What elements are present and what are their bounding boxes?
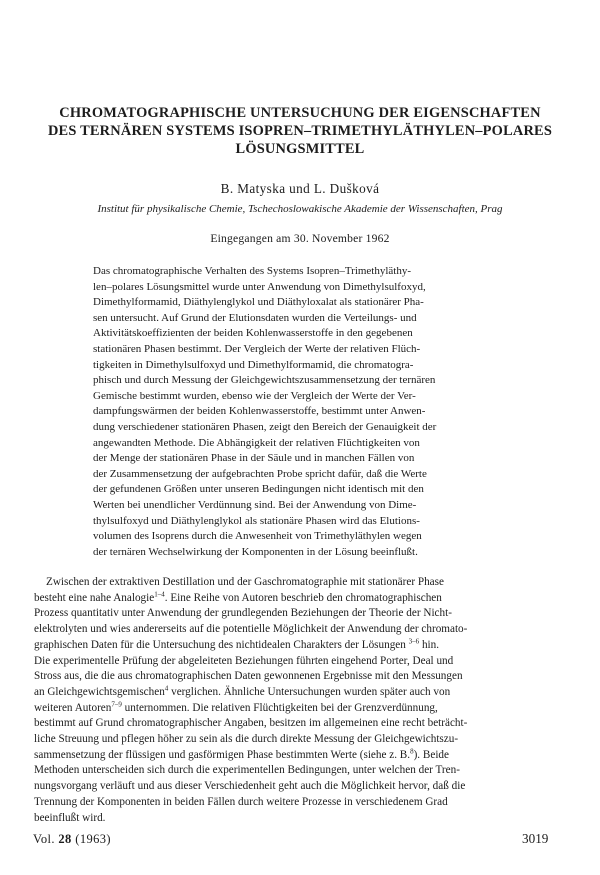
abstract-line: der Zusammensetzung der aufgebrachten Probe spricht dafür, daß die Werte [93,467,427,480]
body-line: Zwischen der extraktiven Destillation und der Gaschromatographie mit stationärer Phase [46,576,444,588]
authors: B. Matyska und L. Dušková [220,181,380,196]
body-line: Stross aus, die die aus chromatographischen Daten gewonnenen Ergebnisse mit den Messungen [34,670,463,683]
received-date: Eingegangen am 30. November 1962 [210,232,390,245]
abstract-line: thylsulfoxyd und Diäthylenglykol als stationäre Phasen wird das Elutions- [93,514,420,527]
body-line: elektrolyten und wies andererseits auf die potentielle Möglichkeit der Anwendung der chromato- [34,623,468,636]
body-line: nungsvorgang verläuft und aus dieser Verschiedenheit geht auch die Möglichkeit hervor, daß die [34,780,466,793]
body-line: an Gleichgewichtsgemischen$^4$ verglichen. Ähnliche Untersuchungen wurden später auch von [34,684,451,698]
body-line: Methoden unterscheiden sich durch die experimentellen Bedingungen, unter welchen der Tren- [34,764,460,777]
body-line: Prozess quantitativ unter Anwendung der grundlegenden Beziehungen der Theorie der Nicht- [34,607,452,620]
abstract-line: len–polares Lösungsmittel wurde unter Anwendung von Dimethylsulfoxyd, [93,280,426,293]
citation-ref: 1–4 [154,589,165,598]
body-text [34,575,570,826]
citation-ref: 3–6 [408,637,420,646]
abstract-line: tigkeiten in Dimethylsulfoxyd und Dimethylformamid, die chromatogra- [93,358,414,371]
citation-ref: 8 [410,747,414,755]
abstract-line: Gemische bestimmt wurden, ebenso wie der Vergleich der Werte der Ver- [93,389,416,402]
abstract-line: angewandten Methode. Die Abhängigkeit der relativen Flüchtigkeiten von [93,436,420,449]
title-line-2: DES TERNÄREN SYSTEMS ISOPREN–TRIMETHYLÄTHYLEN–POLARES [47,123,553,139]
abstract-line: Dimethylformamid, Diäthylenglykol und Diäthyloxalat als stationärer Pha- [93,296,424,309]
volume-year: (1963) [75,832,111,846]
citation-ref: 7–9 [111,699,122,708]
abstract [93,264,513,560]
body-line: Die experimentelle Prüfung der abgeleiteten Beziehungen führten eingehend Porter, Deal und [34,654,454,667]
title-line-1: CHROMATOGRAPHISCHE UNTERSUCHUNG DER EIGENSCHAFTEN [59,105,541,121]
abstract-line: dung verschiedener stationären Phasen, zeigt den Bereich der Genauigkeit der [93,420,437,433]
abstract-line: volumen des Isoprens durch die Anwesenheit von Trimethyläthylen wegen [93,530,422,543]
abstract-line: phisch und durch Messung der Gleichgewichtszusammensetzung der ternären [93,374,436,387]
body-line: besteht eine nahe Analogie$^{1-4}$. Eine Reihe von Autoren beschrieb den chromatographischen [34,589,442,604]
abstract-line: Das chromatographische Verhalten des Systems Isopren–Trimethyläthy- [93,265,412,277]
body-line: Trennung der Komponenten in beiden Fällen durch weitere Prozesse in verschiedenem Grad [34,795,448,808]
abstract-line: dampfungswärmen der beiden Kohlenwasserstoffe, bestimmt unter Anwen- [93,405,426,418]
abstract-line: sen untersucht. Auf Grund der Elutionsdaten wurden die Verteilungs- und [93,311,417,324]
body-line: sammensetzung der flüssigen und gasförmigen Phase bestimmten Werte (siehe z. B.$^8$). Beide [34,747,449,761]
body-line: liche Streuung und pflegen höher zu sein als die durch direkte Messung der Gleichgewichtszu- [34,733,459,746]
abstract-line: stationären Phasen bestimmt. Der Vergleich der Werte der relativen Flüch- [93,342,421,355]
paper-title [20,104,580,158]
page-number: 3019 [522,831,549,846]
body-line: bestimmt auf Grund chromatographischer Angaben, besitzen im allgemeinen eine recht beträcht- [34,717,468,730]
abstract-line: Werten bei unendlicher Verdünnung sind. Bei der Anwendung von Dime- [93,498,417,511]
body-line: weiteren Autoren$^{7-9}$ unternommen. Die relativen Flüchtigkeiten bei der Grenzverdünnung, [34,699,438,714]
abstract-line: Aktivitätskoeffizienten der beiden Kohlenwasserstoffe in den gegebenen [93,327,413,340]
citation-ref: 4 [164,684,169,693]
abstract-line: der gefundenen Größen unter unseren Bedingungen nicht identisch mit den [93,483,424,496]
journal-volume [33,832,111,847]
body-line: graphischen Daten für die Untersuchung des nichtidealen Charakters der Lösungen $^{3-6}$ hin. [34,637,440,651]
body-line: beeinflußt wird. [34,811,106,824]
title-line-3: LÖSUNGSMITTEL [235,141,365,157]
volume-number: 28 [58,832,72,846]
volume-label: Vol. [33,832,55,846]
abstract-line: der ternären Wechselwirkung der Komponenten in der Lösung beeinflußt. [93,545,418,558]
affiliation: Institut für physikalische Chemie, Tschechoslowakische Akademie der Wissenschaften, Prag [97,203,503,215]
abstract-line: der Menge der stationären Phase in der Säule und in manchen Fällen von [93,452,415,465]
